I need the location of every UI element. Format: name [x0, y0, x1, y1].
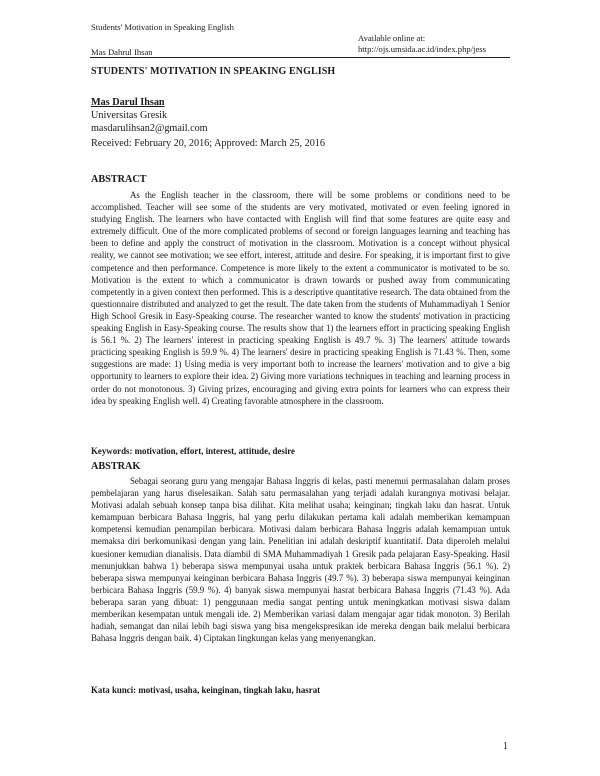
author-name: Mas Darul Ihsan — [91, 97, 165, 108]
available-online-label: Available online at: — [358, 33, 426, 43]
abstract-body: As the English teacher in the classroom, there will be some problems or conditions need to be accomplished. Teacher will see some of the students are very motivated, motivated or even feeling ignored in studying English. The learners who have contacted with English will find that some features are quite easy and extremely difficult. One of the more complicated problems of second or foreign languages learning and teaching has been to define and apply the construct of motivation in the classroom. Motivation is a concept without physical reality, we cannot see motivation; we see effort, interest, attitude and desire. For speaking, it is important first to give competence and then performance. Competence is more likely to the extent a communicator is motivated to be so. Motivation is the extent to which a communicator is drawn towards or pushed away from communicating competently in a given context then performed. This is a descriptive quantitative research. The data obtained from the questionnaire distributed and analyzed to get the result. The date taken from the students of Muhammadiyah 1 Senior High School Gresik in Easy-Speaking course. The researcher wanted to know the students' motivation in practicing speaking English in Easy-Speaking course. The results show that 1) the learners effort in practicing speaking English is 56.1 %. 2) The learners' interest in practicing speaking English is 49.7 %. 3) The learners' attitude towards practicing speaking English is 59.9 %. 4) The learners' desire in practicing speaking English is 71.43 %. Then, some suggestions are made: 1) Using media is very important both to increase the learners' motivation and to give a big opportunity to learners to explore their idea. 2) Giving more variations techniques in teaching and learning process in order do not monotonous. 3) Giving prizes, encouraging and giving extra points for learners who can express their idea by speaking English well. 4) Creating favorable atmosphere in the classroom. — [91, 190, 510, 406]
abstract-heading: ABSTRACT — [91, 174, 147, 185]
page-number: 1 — [503, 741, 508, 752]
submission-dates: Received: February 20, 2016; Approved: March 25, 2016 — [91, 138, 325, 149]
author-affiliation: Universitas Gresik — [91, 110, 168, 121]
running-title: Students' Motivation in Speaking English — [91, 22, 234, 32]
abstract-keywords: Keywords: motivation, effort, interest, attitude, desire — [91, 446, 295, 456]
journal-url[interactable]: http://ojs.umsida.ac.id/index.php/jess — [358, 44, 486, 54]
abstrak-keywords: Kata kunci: motivasi, usaha, keinginan, tingkah laku, hasrat — [91, 685, 321, 695]
running-author: Mas Dahrul Ihsan — [91, 47, 153, 57]
journal-availability — [358, 33, 508, 55]
header-rule — [90, 57, 510, 58]
abstrak-body: Sebagai seorang guru yang mengajar Bahasa Inggris di kelas, pasti menemui permasalahan dalam proses pembelajaran yang harus diselesaikan. Salah satu permasalahan yang terjadi adalah kurangnya motivasi belajar. Motivasi adalah sebuah konsep tanpa bisa dilihat. Kita melihat usaha; keinginan; tingkah laku dan hasrat. Untuk kemampuan berbicara Bahasa Inggris, hal yang perlu dilakukan pertama kali adalah memberikan kemampuan kompetensi kemudian penampilan berbicara. Motivasi dalam berbicara Bahasa Inggris adalah kemampuan untuk memaksa diri berkomunikasi dengan yang lain. Penelitian ini adalah deskriptif kuantitatif. Data diperoleh melalui kuesioner kemudian dianalisis. Data diambil di SMA Muhammadiyah 1 Gresik pada pelajaran Easy-Speaking. Hasil menunjukkan bahwa 1) beberapa siswa mempunyai usaha untuk praktek berbicara Bahasa Inggris (56.1 %). 2) beberapa siswa mempunyai keinginan berbicara Bahasa Inggris (49.7 %). 3) beberapa siswa mempunyai keinginan berbicara Bahasa Inggris (59.9 %). 4) banyak siswa mempunyai hasrat berbicara Bahasa Inggris (71.43 %). Ada beberapa saran yang dibuat: 1) penggunaan media sangat penting untuk meningkatkan motivasi siswa dalam memberikan kesempatan untuk mengali ide. 2) Memberikan variasi dalam mengajar agar tidak monoton. 3) Berilah hadiah, semangat dan nilai lebih bagi siswa yang bisa mengekspresikan ide mereka dengan baik melalui berbicara Bahasa Inggris dengan baik. 4) Ciptakan lingkungan kelas yang menyenangkan. — [91, 476, 510, 644]
abstrak-heading: ABSTRAK — [91, 461, 141, 472]
author-email[interactable]: masdarulihsan2@gmail.com — [91, 123, 208, 134]
article-title: STUDENTS' MOTIVATION IN SPEAKING ENGLISH — [91, 66, 336, 77]
